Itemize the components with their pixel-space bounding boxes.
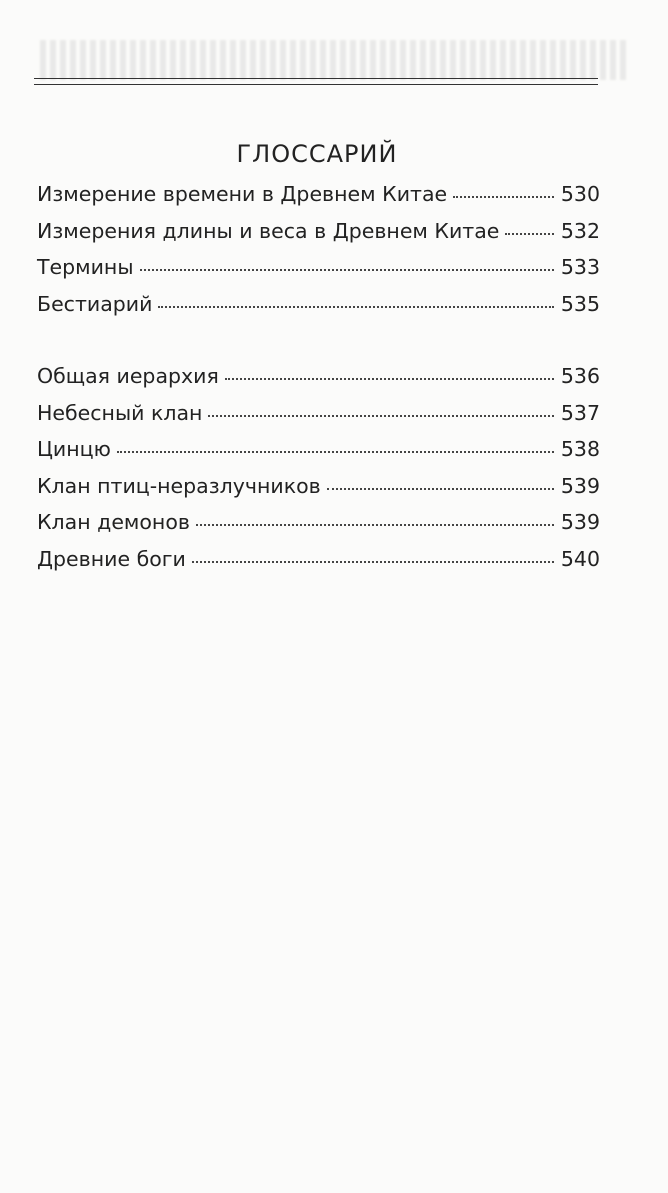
glossary-heading: ГЛОССАРИЙ xyxy=(236,140,398,168)
toc-leader-dots xyxy=(505,233,554,235)
toc-entry-title: Цинцю xyxy=(37,437,111,462)
toc-entry-page: 536 xyxy=(560,364,600,388)
toc-entry[interactable] xyxy=(37,292,600,329)
header-rule-upper xyxy=(34,78,598,79)
toc-entry[interactable] xyxy=(37,182,600,219)
toc-leader-dots xyxy=(158,306,554,308)
toc-entry-page: 533 xyxy=(560,255,600,280)
toc-entry-page: 532 xyxy=(560,218,600,243)
toc-leader-dots xyxy=(327,488,554,490)
toc-entry-page: 539 xyxy=(560,473,600,498)
toc-leader-dots xyxy=(208,415,554,417)
toc-entry-page: 535 xyxy=(560,291,600,316)
toc-entry-page: 537 xyxy=(560,400,600,425)
toc-leader-dots xyxy=(453,196,554,198)
toc-entry[interactable] xyxy=(37,474,600,511)
toc-entry-title: Клан демонов xyxy=(37,510,190,535)
toc-entry-title: Измерения длины и веса в Древнем Китае xyxy=(37,218,500,243)
toc-entry-title: Древние боги xyxy=(37,546,186,571)
toc-entry-title: Бестиарий xyxy=(37,291,153,316)
toc-entry-page: 540 xyxy=(560,546,600,571)
glossary-toc-list xyxy=(37,182,600,328)
toc-entry-title: Клан птиц-неразлучников xyxy=(37,473,321,498)
toc-entry[interactable] xyxy=(37,437,600,474)
toc-entry-title: Небесный клан xyxy=(37,400,203,425)
toc-entry-title: Термины xyxy=(37,255,134,280)
toc-leader-dots xyxy=(196,524,554,526)
hierarchy-toc-list xyxy=(37,364,600,584)
toc-leader-dots xyxy=(117,451,554,453)
toc-leader-dots xyxy=(192,561,554,563)
header-rule-lower xyxy=(34,84,598,85)
toc-entry-page: 539 xyxy=(560,510,600,535)
toc-entry-page: 530 xyxy=(560,182,600,206)
toc-entry-title: Общая иерархия xyxy=(37,364,219,388)
toc-entry[interactable] xyxy=(37,510,600,547)
toc-entry[interactable] xyxy=(37,364,600,401)
toc-entry-page: 538 xyxy=(560,437,600,462)
toc-entry[interactable] xyxy=(37,401,600,438)
toc-entry[interactable] xyxy=(37,255,600,292)
toc-entry[interactable] xyxy=(37,219,600,256)
toc-leader-dots xyxy=(225,378,554,380)
toc-entry[interactable] xyxy=(37,547,600,584)
toc-entry-title: Измерение времени в Древнем Китае xyxy=(37,182,448,206)
toc-leader-dots xyxy=(140,269,554,271)
show-through-text xyxy=(40,40,628,80)
